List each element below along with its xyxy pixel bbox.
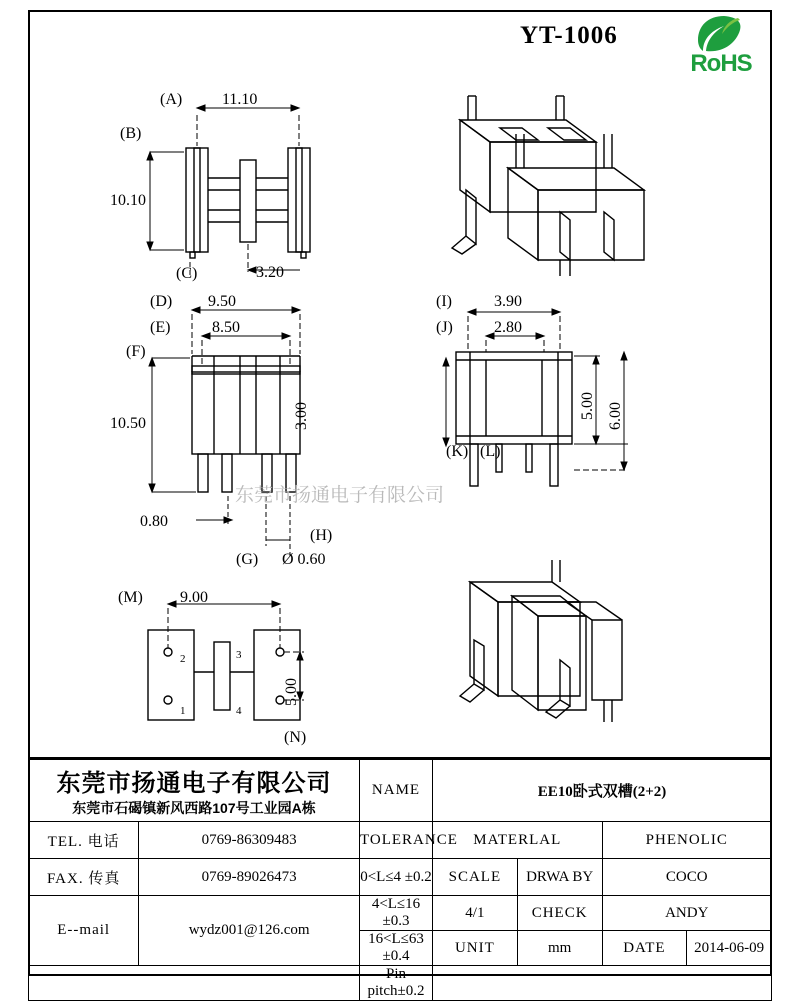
side-view-geometry [192, 356, 300, 492]
front-view-geometry [186, 148, 310, 258]
unit-value: mm [517, 931, 602, 966]
dim-label-M: (M) [118, 589, 143, 606]
dim-label-3-00: 3.00 [293, 402, 310, 430]
material-value: PHENOLIC [602, 822, 772, 859]
dim-label-L: (L) [480, 443, 501, 460]
tolerance-row-2: 4<L≤16 ±0.3 [360, 896, 433, 931]
pin-number-4: 4 [236, 705, 242, 717]
check-label: CHECK [517, 896, 602, 931]
unit-label: UNIT [433, 931, 518, 966]
dim-label-3-90: 3.90 [494, 293, 522, 310]
name-label: NAME [360, 760, 433, 822]
pin-number-2: 2 [180, 653, 186, 665]
tel-value: 0769-86309483 [139, 822, 360, 859]
dim-label-G: (G) [236, 551, 259, 568]
end-view-geometry [456, 352, 572, 486]
dim-label-B: (B) [120, 125, 142, 142]
dim-label-10-10: 10.10 [110, 192, 146, 209]
tel-label: TEL. 电话 [29, 822, 139, 859]
dim-label-F: (F) [126, 343, 146, 360]
email-label: E--mail [29, 896, 139, 966]
dim-label-D: (D) [150, 293, 173, 310]
dim-label-9-00: 9.00 [180, 589, 208, 606]
dim-label-11-10: 11.10 [222, 91, 258, 108]
company-cell [29, 760, 360, 822]
pin-number-3: 3 [236, 649, 242, 661]
rohs-label: RoHS [690, 50, 752, 77]
dim-label-C: (C) [176, 265, 198, 282]
scale-value: 4/1 [433, 896, 518, 931]
dim-label-5-00-end: 5.00 [579, 392, 596, 420]
drawn-by-value: COCO [602, 859, 772, 896]
dim-0-80 [196, 496, 232, 524]
dim-label-2-80: 2.80 [494, 319, 522, 336]
dim-11-10 [197, 105, 299, 146]
watermark: 东莞市扬通电子有限公司 [235, 485, 445, 506]
title-block [28, 757, 772, 999]
dim-label-0-80: 0.80 [140, 513, 168, 530]
tolerance-row-1: 0<L≤4 ±0.2 [360, 859, 433, 896]
check-value: ANDY [602, 896, 772, 931]
company-name: 东莞市扬通电子有限公司 [56, 770, 332, 797]
iso-top-geometry [452, 96, 644, 276]
part-number: YT-1006 [520, 22, 618, 49]
dim-10-50 [149, 358, 196, 492]
product-name: EE10卧式双槽(2+2) [433, 760, 772, 822]
dim-label-6-00: 6.00 [607, 402, 624, 430]
dim-label-J: (J) [436, 319, 453, 336]
tolerance-label: TOLERANCE [360, 822, 433, 859]
dim-9-50 [192, 307, 300, 354]
dim-label-5-00-bottom: 5.00 [283, 678, 300, 706]
date-value: 2014-06-09 [687, 931, 772, 966]
dim-9-00 [168, 601, 280, 648]
tolerance-row-3: 16<L≤63 ±0.4 [360, 931, 433, 966]
dim-label-3-20: 3.20 [256, 264, 284, 281]
dim-label-8-50: 8.50 [212, 319, 240, 336]
dim-label-A: (A) [160, 91, 183, 108]
fax-value: 0769-89026473 [139, 859, 360, 896]
dim-8-50 [202, 333, 290, 366]
bottom-view-geometry [148, 630, 300, 720]
email-value: wydz001@126.com [139, 896, 360, 966]
material-label: MATERLAL [433, 822, 603, 859]
tolerance-row-4: Pin pitch±0.2 [360, 966, 433, 1001]
dim-label-N: (N) [284, 729, 307, 746]
scale-label: SCALE [433, 859, 518, 896]
dim-label-I: (I) [436, 293, 452, 310]
dim-10-10 [147, 152, 184, 250]
company-address: 东莞市石碣镇新风西路107号工业园A栋 [72, 800, 316, 816]
pin-number-1: 1 [180, 705, 186, 717]
dim-label-0-60: Ø 0.60 [282, 551, 326, 568]
dim-label-9-50: 9.50 [208, 293, 236, 310]
dim-label-K: (K) [446, 443, 469, 460]
date-label: DATE [602, 931, 687, 966]
dim-label-H: (H) [310, 527, 333, 544]
drawn-by-label: DRWA BY [517, 859, 602, 896]
dim-label-10-50: 10.50 [110, 415, 146, 432]
fax-label: FAX. 传真 [29, 859, 139, 896]
iso-bottom-geometry [460, 560, 622, 722]
dim-label-E: (E) [150, 319, 171, 336]
